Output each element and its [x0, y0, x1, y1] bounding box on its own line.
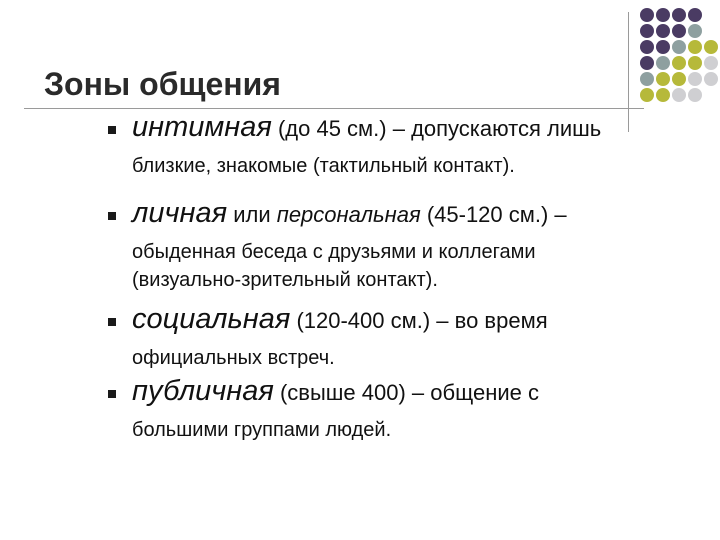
list-item: [108, 198, 567, 294]
zone-detail-prefix: или: [227, 202, 277, 227]
zone-term: публичная: [132, 375, 274, 407]
decorative-dot: [640, 56, 654, 70]
bullet-icon: [108, 318, 116, 326]
decorative-dot: [672, 88, 686, 102]
decorative-dot: [640, 72, 654, 86]
decorative-dot: [656, 56, 670, 70]
zone-term: личная: [132, 197, 228, 229]
decorative-dot: [688, 88, 702, 102]
decorative-dot: [640, 40, 654, 54]
decorative-dot: [672, 24, 686, 38]
zone-detail: (свыше 400) – общение с: [273, 380, 539, 405]
decorative-dot: [656, 24, 670, 38]
decorative-dot: [688, 72, 702, 86]
zone-description: большими группами людей.: [132, 419, 392, 441]
decorative-dot: [672, 8, 686, 22]
zone-detail: (120-400 см.) – во время: [290, 308, 548, 333]
decorative-dot: [656, 8, 670, 22]
decorative-dot: [704, 40, 718, 54]
decorative-dot: [640, 88, 654, 102]
bullet-icon: [108, 390, 116, 398]
decorative-dot: [672, 56, 686, 70]
zone-detail: (до 45 см.) – допускаются лишь: [271, 116, 602, 141]
decorative-dot: [640, 8, 654, 22]
bullet-icon: [108, 126, 116, 134]
list-item: [108, 304, 548, 372]
zone-detail: (45-120 см.) –: [420, 202, 567, 227]
decorative-dot: [672, 72, 686, 86]
decorative-dot: [688, 40, 702, 54]
zone-description: обыденная беседа с друзьями и коллегами: [132, 241, 536, 263]
decorative-dot: [688, 56, 702, 70]
vertical-divider: [628, 12, 629, 132]
decorative-dot: [656, 72, 670, 86]
list-item: [108, 112, 601, 180]
decorative-dot-grid: [640, 8, 720, 108]
decorative-dot: [688, 24, 702, 38]
decorative-dot: [656, 88, 670, 102]
title-underline: [24, 108, 644, 109]
decorative-dot: [688, 8, 702, 22]
decorative-dot: [704, 72, 718, 86]
decorative-dot: [656, 40, 670, 54]
zone-detail-italic: персональная: [276, 202, 421, 227]
bullet-icon: [108, 212, 116, 220]
zone-description: официальных встреч.: [132, 347, 335, 369]
decorative-dot: [672, 40, 686, 54]
zone-description: (визуально-зрительный контакт).: [132, 269, 438, 291]
decorative-dot: [704, 56, 718, 70]
zone-description: близкие, знакомые (тактильный контакт).: [132, 155, 515, 177]
zone-term: интимная: [132, 111, 272, 143]
list-item: [108, 376, 539, 444]
slide-title: Зоны общения: [44, 66, 281, 102]
zone-term: социальная: [132, 303, 291, 335]
decorative-dot: [640, 24, 654, 38]
